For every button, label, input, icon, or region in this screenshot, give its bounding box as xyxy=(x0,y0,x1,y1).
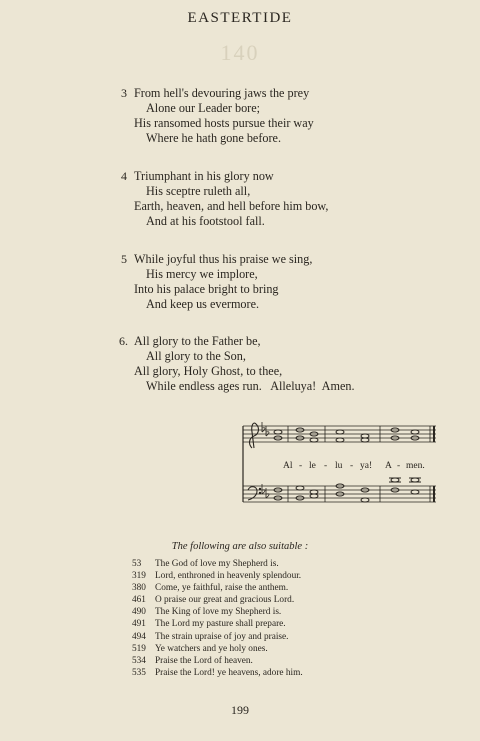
hymn-number: 461 xyxy=(132,595,146,606)
page-number: 199 xyxy=(231,703,249,717)
verse-line: Triumphant in his glory now xyxy=(134,169,274,183)
also-suitable-heading: The following are also suitable : xyxy=(171,541,309,552)
music-syllable: Al xyxy=(283,461,293,471)
verse-line: Where he hath gone before. xyxy=(146,131,282,145)
hymn-number: 490 xyxy=(132,607,146,618)
hymn-number: 534 xyxy=(132,655,146,666)
music-syllable: - xyxy=(350,461,354,471)
stanza-number: 3 xyxy=(121,86,127,100)
list-item xyxy=(132,643,303,655)
hymn-title: O praise our great and gracious Lord. xyxy=(155,595,295,606)
hymn-title: The Lord my pasture shall prepare. xyxy=(155,619,286,630)
verse-line: His ransomed hosts pursue their way xyxy=(134,116,314,130)
stanza-number: 6. xyxy=(119,334,128,348)
verse-line: All glory, Holy Ghost, to thee, xyxy=(134,364,283,378)
hymn-number: 53 xyxy=(132,559,142,569)
stanza-number: 4 xyxy=(121,169,127,183)
hymn-title: Come, ye faithful, raise the anthem. xyxy=(155,583,289,594)
list-item xyxy=(132,655,303,667)
verse-line: While endless ages run. Alleluya! Amen. xyxy=(146,379,355,393)
hymn-number: 319 xyxy=(132,571,146,582)
music-syllable: - xyxy=(299,461,303,471)
hymn-number: 491 xyxy=(132,619,146,630)
music-syllable: le xyxy=(309,461,316,471)
stanza-number: 5 xyxy=(121,252,127,266)
alleluya-amen-music-score xyxy=(240,418,440,510)
hymn-title: Praise the Lord! ye heavens, adore him. xyxy=(155,667,303,678)
music-syllable: - xyxy=(324,461,328,471)
verse-line: Into his palace bright to bring xyxy=(134,282,279,296)
hymn-number: 519 xyxy=(132,643,146,654)
verse-line: All glory to the Son, xyxy=(146,349,246,363)
hymn-title: The King of love my Shepherd is. xyxy=(155,607,282,618)
verse-line: All glory to the Father be, xyxy=(134,334,261,348)
list-item xyxy=(132,570,303,582)
verse-line: And at his footstool fall. xyxy=(146,214,265,228)
hymn-title: Praise the Lord of heaven. xyxy=(155,655,253,666)
verse-line: From hell's devouring jaws the prey xyxy=(134,86,310,100)
verse-line: And keep us evermore. xyxy=(146,297,260,311)
hymn-number: 380 xyxy=(132,583,146,594)
list-item xyxy=(132,594,303,606)
list-item xyxy=(132,631,303,643)
verse-line: Alone our Leader bore; xyxy=(146,101,261,115)
hymn-number: 494 xyxy=(132,631,146,642)
show-through-hymn-number: 140 xyxy=(220,40,260,65)
verse-line: His mercy we implore, xyxy=(146,267,258,281)
list-item xyxy=(132,606,303,618)
music-syllable: A xyxy=(385,461,392,471)
page-header-title: EASTERTIDE xyxy=(187,10,293,26)
list-item xyxy=(132,558,303,570)
hymn-title: Ye watchers and ye holy ones. xyxy=(155,643,268,654)
verse-line: His sceptre ruleth all, xyxy=(146,184,251,198)
verse-line: Earth, heaven, and hell before him bow, xyxy=(134,199,329,213)
verse-line: While joyful thus his praise we sing, xyxy=(134,252,313,266)
list-item xyxy=(132,582,303,594)
suitable-hymn-list xyxy=(132,558,303,679)
hymn-title: Lord, enthroned in heavenly splendour. xyxy=(155,571,302,582)
music-syllable: men. xyxy=(406,461,425,471)
hymn-title: The God of love my Shepherd is. xyxy=(155,559,279,569)
music-syllable: ya! xyxy=(360,461,373,471)
music-syllable: lu xyxy=(335,461,343,471)
list-item xyxy=(132,667,303,679)
music-syllable: - xyxy=(397,461,401,471)
hymn-title: The strain upraise of joy and praise. xyxy=(155,631,289,642)
list-item xyxy=(132,618,303,630)
hymn-number: 535 xyxy=(132,667,146,678)
